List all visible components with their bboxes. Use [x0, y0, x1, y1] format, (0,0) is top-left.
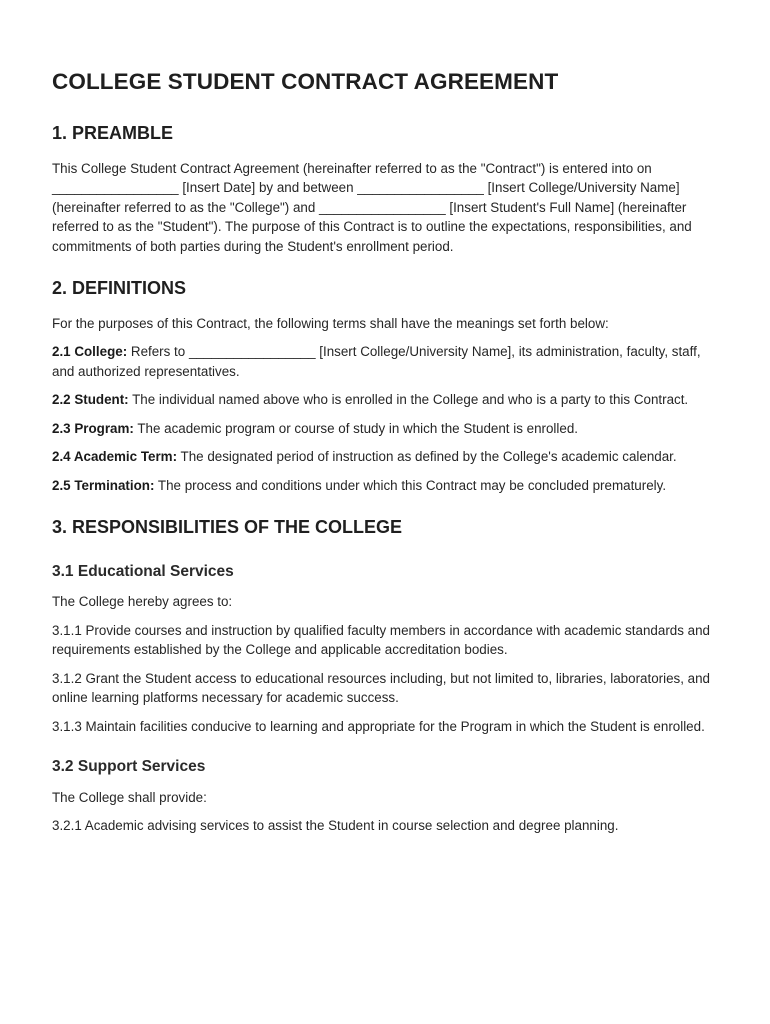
definition-academic-term: [52, 447, 720, 467]
preamble-paragraph: This College Student Contract Agreement (hereinafter referred to as the "Contract") is entered into on _________________ [Insert Date] by and between _________________ [Insert College/University Name] (hereinafter referred to as the "College") and _________________ [Insert Student's Full Name] (hereinafter referred to as the "Student"). The purpose of this Contract is to outline the expectations, responsibilities, and commitments of both parties during the Student's enrollment period.: [52, 160, 692, 254]
definition-text: The designated period of instruction as defined by the College's academic calendar.: [177, 449, 677, 465]
definition-term: 2.5 Termination:: [52, 477, 155, 493]
definition-text: The academic program or course of study in which the Student is enrolled.: [133, 420, 578, 436]
clause-3-2-1: 3.2.1 Academic advising services to assist the Student in course selection and degree planning.: [52, 818, 619, 834]
definition-term: 2.2 Student:: [52, 392, 129, 408]
subsection-heading-educational-services: 3.1 Educational Services: [52, 562, 234, 580]
section-heading-preamble: 1. PREAMBLE: [52, 123, 174, 143]
definition-term: 2.4 Academic Term:: [52, 449, 178, 465]
clause-3-1-1: 3.1.1 Provide courses and instruction by qualified faculty members in accordance with academic standards and requirements established by the College and applicable accreditation bodies.: [52, 622, 710, 658]
definition-term: 2.1 College:: [52, 344, 128, 360]
definition-text: Refers to _________________ [Insert College/University Name], its administration, faculty, staff, and authorized representatives.: [52, 344, 701, 379]
definition-text: The individual named above who is enrolled in the College and who is a party to this Contract.: [128, 392, 689, 408]
clause-3-1-3: 3.1.3 Maintain facilities conducive to learning and appropriate for the Program in which the Student is enrolled.: [52, 718, 705, 734]
definitions-intro: For the purposes of this Contract, the following terms shall have the meanings set forth below:: [52, 315, 609, 331]
section-heading-definitions: 2. DEFINITIONS: [52, 278, 187, 299]
document-title: COLLEGE STUDENT CONTRACT AGREEMENT: [52, 69, 559, 94]
definition-program: [52, 419, 720, 439]
definition-college: [52, 342, 720, 381]
subsection-heading-support-services: 3.2 Support Services: [52, 758, 206, 776]
support-services-intro: The College shall provide:: [52, 789, 207, 805]
clause-3-1-2: 3.1.2 Grant the Student access to educational resources including, but not limited to, libraries, laboratories, and online learning platforms necessary for academic success.: [52, 670, 711, 706]
definition-term: 2.3 Program:: [52, 420, 134, 436]
document-page: [52, 68, 720, 845]
definition-text: The process and conditions under which this Contract may be concluded prematurely.: [154, 477, 667, 493]
educational-services-intro: The College hereby agrees to:: [52, 594, 233, 610]
section-heading-responsibilities: 3. RESPONSIBILITIES OF THE COLLEGE: [52, 517, 403, 538]
definition-termination: [52, 476, 720, 496]
definition-student: [52, 390, 720, 410]
